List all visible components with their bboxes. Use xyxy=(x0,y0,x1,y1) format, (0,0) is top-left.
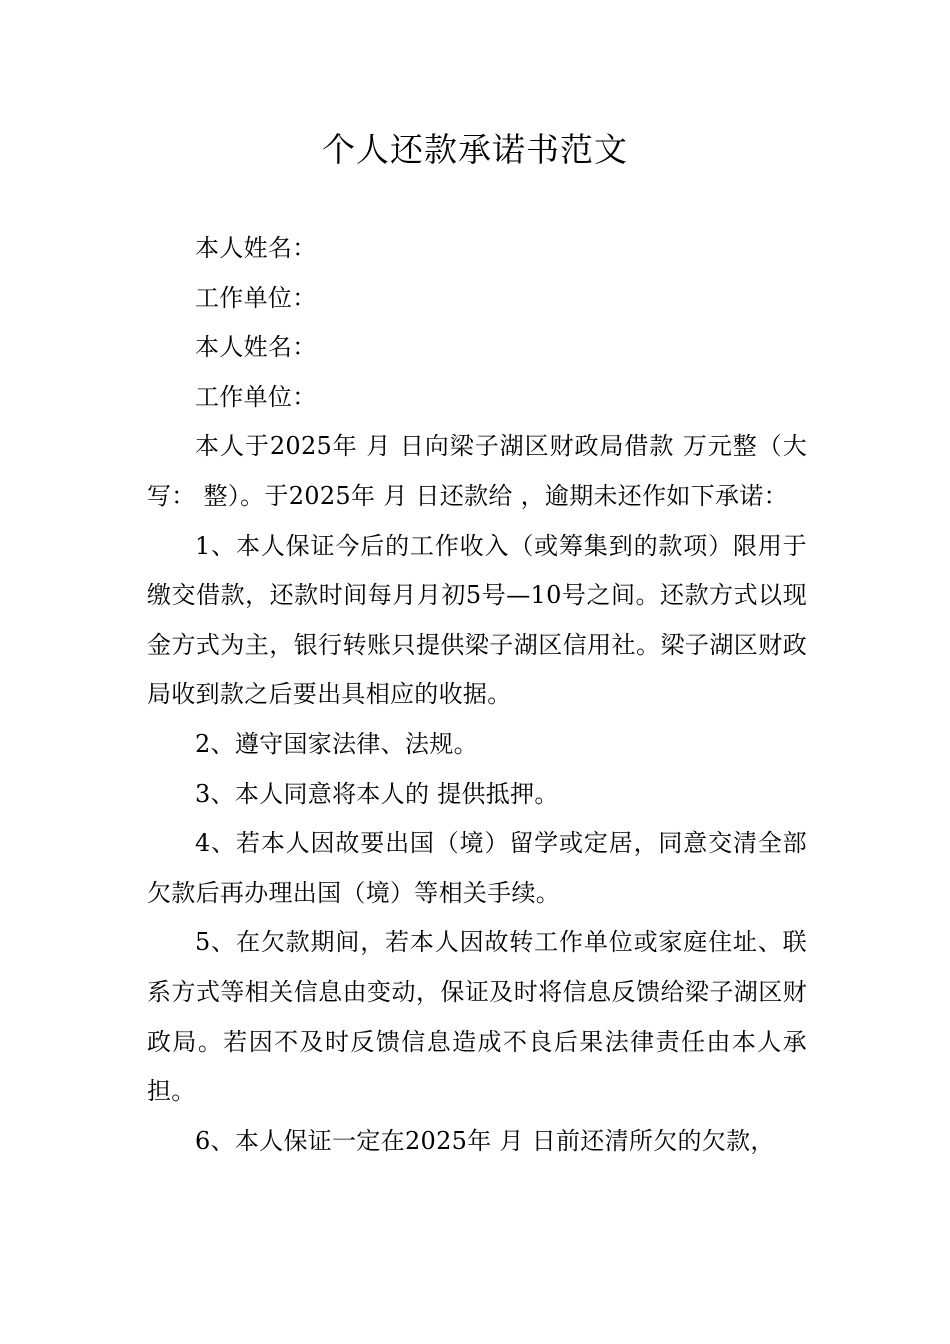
paragraph-clause-3: 3、本人同意将本人的 提供抵押。 xyxy=(195,779,559,808)
paragraph-clause-2: 2、遵守国家法律、法规。 xyxy=(195,729,478,758)
paragraph-name-1: 本人姓名： xyxy=(195,234,317,262)
paragraph-clause-6: 6、本人保证一定在2025年 月 日前还清所欠的欠款， xyxy=(195,1126,775,1155)
paragraph-clause-1: 1、本人保证今后的工作收入（或筹集到的款项）限用于缴交借款，还款时间每月月初5号—10号之间。还款方式以现金方式为主，银行转账只提供梁子湖区信用社。梁子湖区财政局收到款之后要出具相应的收据。 xyxy=(147,531,807,709)
paragraph-clause-4: 4、若本人因故要出国（境）留学或定居，同意交清全部欠款后再办理出国（境）等相关手续。 xyxy=(147,829,807,907)
document-title: 个人还款承诺书范文 xyxy=(322,130,628,169)
paragraph-employer-1: 工作单位： xyxy=(195,283,317,312)
paragraph-employer-2: 工作单位： xyxy=(195,382,317,411)
paragraph-loan-statement: 本人于2025年 月 日向梁子湖区财政局借款 万元整（大写： 整）。于2025年 月 日还款给 ，逾期未还作如下承诺： xyxy=(147,432,807,510)
document-body xyxy=(147,224,807,1166)
paragraph-clause-5: 5、在欠款期间，若本人因故转工作单位或家庭住址、联系方式等相关信息由变动，保证及时将信息反馈给梁子湖区财政局。若因不及时反馈信息造成不良后果法律责任由本人承担。 xyxy=(147,928,807,1106)
paragraph-name-2: 本人姓名： xyxy=(195,333,317,362)
